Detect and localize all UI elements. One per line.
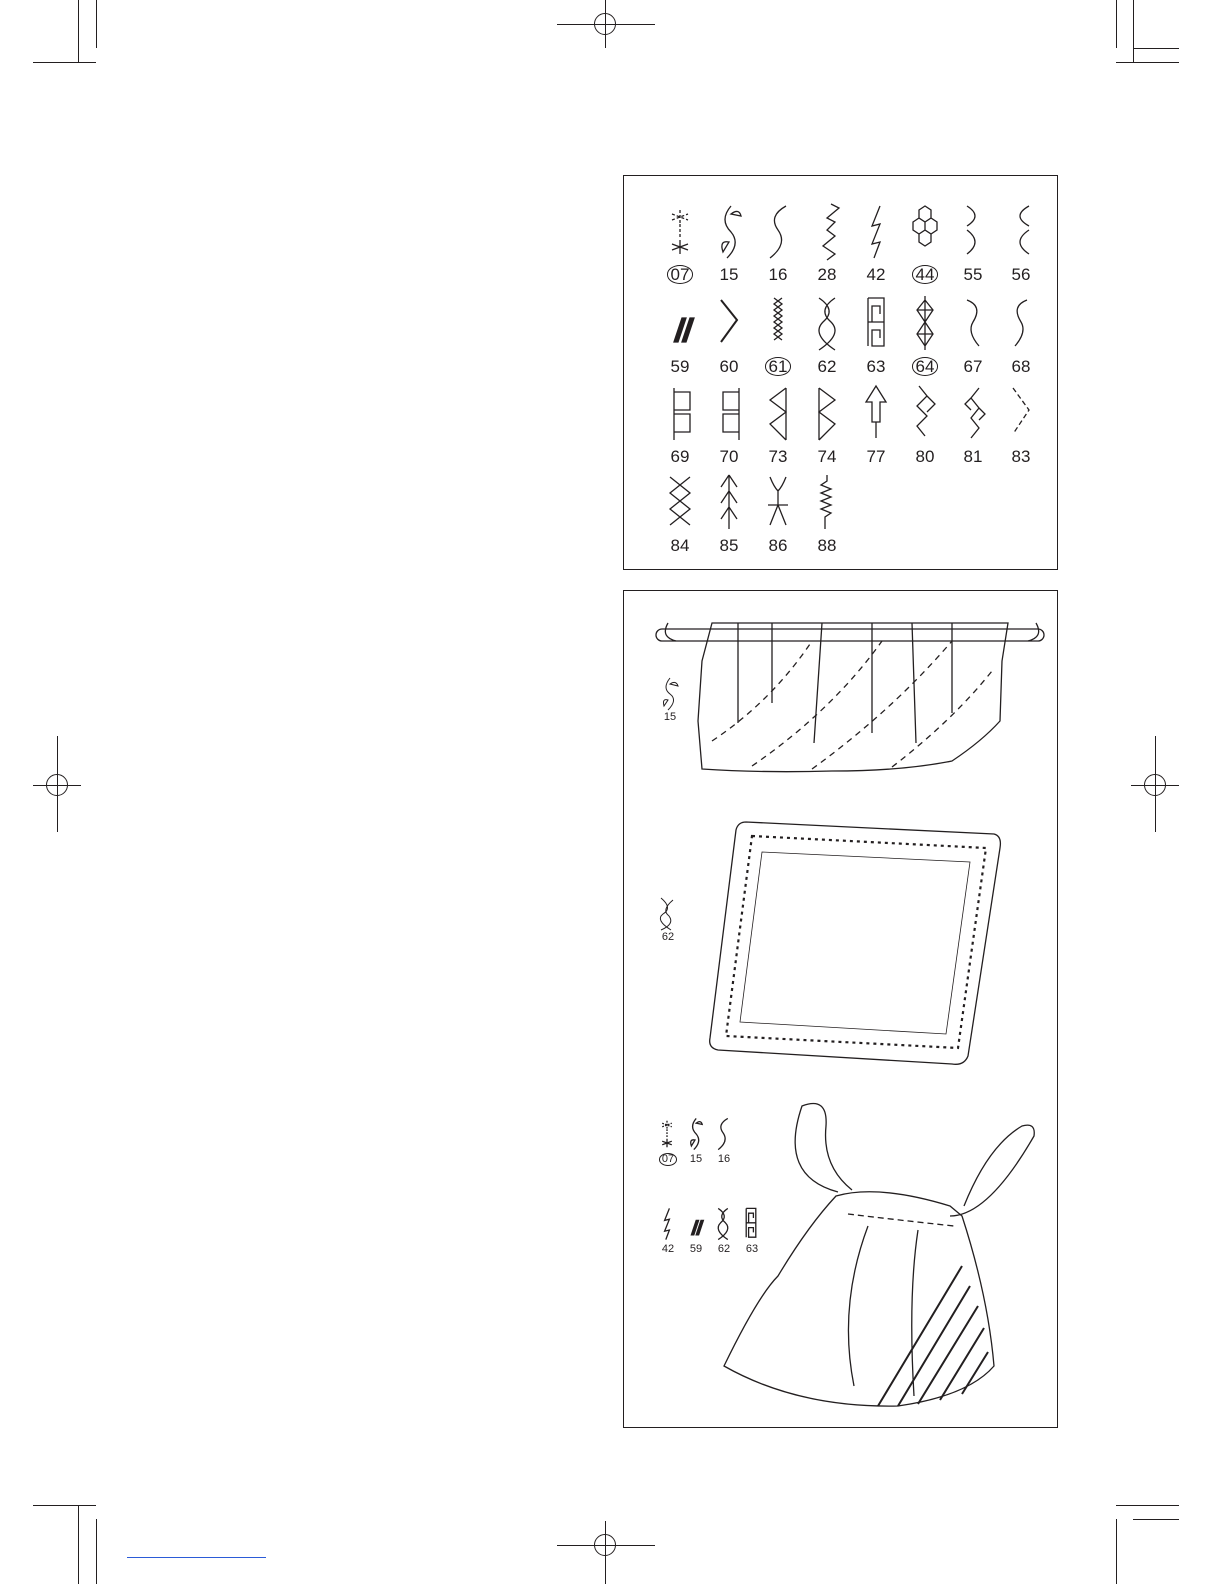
stitch-cell-83 bbox=[997, 384, 1045, 474]
stitch-number-label: 68 bbox=[1011, 357, 1031, 376]
stitch-number bbox=[754, 536, 802, 556]
stitch-number bbox=[754, 447, 802, 467]
curtain-illustration bbox=[652, 601, 1052, 781]
bag-stitch-42 bbox=[655, 1206, 679, 1255]
stitch-cell-88 bbox=[803, 473, 851, 563]
stitch-number bbox=[754, 265, 802, 285]
stitch-number bbox=[705, 265, 753, 285]
scallop-left-icon bbox=[1001, 202, 1041, 262]
bag-illustration bbox=[718, 1096, 1038, 1416]
stitch-cell-81 bbox=[949, 384, 997, 474]
scallop-right-icon bbox=[953, 202, 993, 262]
stitch-number-label: 77 bbox=[866, 447, 886, 466]
bag-stitch-16 bbox=[711, 1116, 735, 1165]
arrow-tree-icon bbox=[709, 473, 749, 533]
stitch-number-label: 42 bbox=[866, 265, 886, 284]
examples-panel bbox=[623, 590, 1058, 1428]
twisted-leaf-icon bbox=[807, 294, 847, 354]
star-star-icon bbox=[660, 202, 700, 262]
cushion-stitch-number: 62 bbox=[661, 931, 675, 943]
stitch-number-label: 69 bbox=[670, 447, 690, 466]
cross-chain-icon bbox=[660, 473, 700, 533]
chevron-icon bbox=[709, 294, 749, 354]
stitch-number-label: 60 bbox=[719, 357, 739, 376]
stitch-number-label: 55 bbox=[963, 265, 983, 284]
stitch-number-label: 59 bbox=[670, 357, 690, 376]
stitch-number-label: 70 bbox=[719, 447, 739, 466]
stitch-number-label: 88 bbox=[817, 536, 837, 555]
stitch-number bbox=[852, 447, 900, 467]
stitch-cell-73 bbox=[754, 384, 802, 474]
greek-key-icon bbox=[856, 294, 896, 354]
stitch-cell-62 bbox=[803, 294, 851, 384]
twisted-leaf-icon bbox=[711, 1206, 735, 1242]
star-star-icon bbox=[655, 1116, 679, 1152]
stitch-cell-59 bbox=[656, 294, 704, 384]
stitch-number-label: 63 bbox=[866, 357, 886, 376]
stitch-number bbox=[656, 357, 704, 377]
zigzag-block-icon bbox=[807, 202, 847, 262]
footer-rule bbox=[127, 1557, 266, 1558]
stitch-number bbox=[949, 447, 997, 467]
stitch-cell-16 bbox=[754, 202, 802, 292]
stitch-number bbox=[705, 536, 753, 556]
bag-stitch-15 bbox=[683, 1116, 707, 1165]
stitch-number-label: 84 bbox=[670, 536, 690, 555]
stitch-number bbox=[852, 265, 900, 285]
knot-chain-icon bbox=[758, 294, 798, 354]
lightning-icon bbox=[655, 1206, 679, 1242]
stitch-number bbox=[949, 265, 997, 285]
stitch-number-label: 44 bbox=[912, 265, 939, 284]
stitch-cell-61 bbox=[754, 294, 802, 384]
stitch-cell-84 bbox=[656, 473, 704, 563]
diamond-zig-icon bbox=[905, 384, 945, 444]
leaf-vine-icon bbox=[660, 676, 680, 712]
stitch-number-label: 56 bbox=[1011, 265, 1031, 284]
stitch-number-label: 67 bbox=[963, 357, 983, 376]
stitch-number bbox=[803, 536, 851, 556]
stitch-number bbox=[803, 447, 851, 467]
stitch-number bbox=[997, 357, 1045, 377]
rickrack-icon bbox=[807, 473, 847, 533]
hook-left-icon bbox=[1001, 294, 1041, 354]
stitch-cell-74 bbox=[803, 384, 851, 474]
stitch-number-label: 81 bbox=[963, 447, 983, 466]
stitch-number bbox=[754, 357, 802, 377]
stitch-number-label: 16 bbox=[768, 265, 788, 284]
y-branch-icon bbox=[758, 473, 798, 533]
stitch-cell-63 bbox=[852, 294, 900, 384]
stitch-cell-28 bbox=[803, 202, 851, 292]
stitch-cell-64 bbox=[901, 294, 949, 384]
stitch-number bbox=[997, 265, 1045, 285]
stitch-cell-77 bbox=[852, 384, 900, 474]
arrow-up-icon bbox=[856, 384, 896, 444]
stitch-number-label: 61 bbox=[765, 357, 792, 376]
stitch-cell-69 bbox=[656, 384, 704, 474]
honeycomb-icon bbox=[905, 202, 945, 262]
hook-right-icon bbox=[953, 294, 993, 354]
stitch-number-label: 80 bbox=[915, 447, 935, 466]
leaf-vine-icon bbox=[683, 1116, 707, 1152]
stitch-chart-panel bbox=[623, 175, 1058, 570]
stitch-number-label: 73 bbox=[768, 447, 788, 466]
s-wave-icon bbox=[758, 202, 798, 262]
stitch-number-label: 85 bbox=[719, 536, 739, 555]
stitch-number bbox=[803, 357, 851, 377]
leaf-vine-icon bbox=[709, 202, 749, 262]
stitch-cell-56 bbox=[997, 202, 1045, 292]
curtain-stitch-number: 15 bbox=[663, 711, 677, 723]
stitch-number bbox=[901, 265, 949, 285]
stitch-number bbox=[901, 447, 949, 467]
diamond-chain-icon bbox=[953, 384, 993, 444]
box-left-icon bbox=[709, 384, 749, 444]
s-wave-icon bbox=[711, 1116, 735, 1152]
stitch-cell-67 bbox=[949, 294, 997, 384]
stitch-number-label: 07 bbox=[667, 265, 694, 284]
stitch-number-label: 83 bbox=[1011, 447, 1031, 466]
stitch-number bbox=[656, 536, 704, 556]
bag-stitch-number: 16 bbox=[717, 1153, 731, 1165]
stitch-number bbox=[852, 357, 900, 377]
bold-zigzag-icon bbox=[660, 294, 700, 354]
stitch-cell-44 bbox=[901, 202, 949, 292]
stitch-number bbox=[705, 357, 753, 377]
stitch-number-label: 15 bbox=[719, 265, 739, 284]
cushion-illustration bbox=[706, 816, 1006, 1076]
bag-stitch-63 bbox=[739, 1206, 763, 1255]
stitch-number-label: 62 bbox=[817, 357, 837, 376]
stitch-number-label: 64 bbox=[912, 357, 939, 376]
stitch-number-label: 28 bbox=[817, 265, 837, 284]
triangle-right-icon bbox=[807, 384, 847, 444]
bag-stitch-number: 07 bbox=[655, 1153, 681, 1166]
stitch-cell-80 bbox=[901, 384, 949, 474]
bag-stitch-number: 63 bbox=[745, 1243, 759, 1255]
stitch-number-label: 86 bbox=[768, 536, 788, 555]
stitch-cell-15 bbox=[705, 202, 753, 292]
stitch-number bbox=[949, 357, 997, 377]
stitch-cell-42 bbox=[852, 202, 900, 292]
box-right-icon bbox=[660, 384, 700, 444]
stitch-number bbox=[656, 265, 704, 285]
stitch-number bbox=[803, 265, 851, 285]
stitch-number-label: 74 bbox=[817, 447, 837, 466]
stitch-number bbox=[705, 447, 753, 467]
greek-key-icon bbox=[739, 1206, 763, 1242]
diamond-cross-icon bbox=[905, 294, 945, 354]
stitch-number bbox=[901, 357, 949, 377]
dashed-chevron-icon bbox=[1001, 384, 1041, 444]
stitch-cell-55 bbox=[949, 202, 997, 292]
lightning-icon bbox=[856, 202, 896, 262]
stitch-cell-85 bbox=[705, 473, 753, 563]
bag-stitch-07 bbox=[655, 1116, 679, 1165]
twisted-leaf-icon bbox=[657, 896, 677, 932]
stitch-number bbox=[656, 447, 704, 467]
stitch-cell-68 bbox=[997, 294, 1045, 384]
bag-stitch-number: 15 bbox=[689, 1153, 703, 1165]
bag-stitch-59 bbox=[683, 1206, 707, 1255]
bag-stitch-62 bbox=[711, 1206, 735, 1255]
stitch-number bbox=[997, 447, 1045, 467]
stitch-cell-70 bbox=[705, 384, 753, 474]
stitch-cell-07 bbox=[656, 202, 704, 292]
triangle-left-icon bbox=[758, 384, 798, 444]
bag-stitch-number: 62 bbox=[717, 1243, 731, 1255]
stitch-cell-60 bbox=[705, 294, 753, 384]
bold-zigzag-icon bbox=[683, 1206, 707, 1242]
bag-stitch-number: 59 bbox=[689, 1243, 703, 1255]
bag-stitch-number: 42 bbox=[661, 1243, 675, 1255]
stitch-cell-86 bbox=[754, 473, 802, 563]
